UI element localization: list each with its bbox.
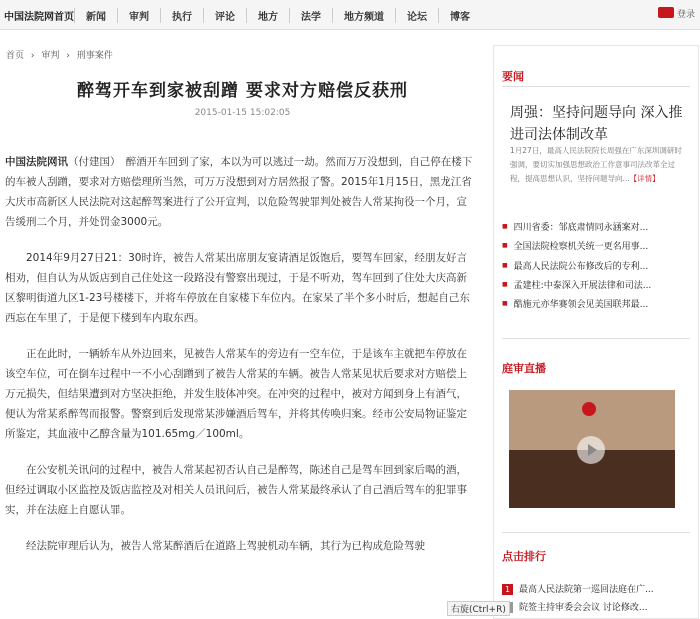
nav-local-channel[interactable]: 地方频道 <box>332 8 395 23</box>
login-icon[interactable] <box>658 7 674 18</box>
nav-law[interactable]: 法学 <box>289 8 332 23</box>
breadcrumb-sep: › <box>30 51 35 61</box>
paragraph-text: 醉酒开车回到了家，本以为可以逃过一劫。然而万万没想到，自己停在楼下的车被人刮蹭，要求对方赔偿理所当然，可万万没想到对方居然报了警。2015年1月15日，黑龙江省大庆市高新区人民法院对这起醉驾案进行了公开宣判，以危险驾驶罪判处被告人常某拘役一个月，宣告缓刑二个月，并处罚金3000元。 <box>5 156 473 228</box>
rotate-right-button[interactable]: 右旋(Ctrl+R) <box>447 601 510 616</box>
breadcrumb-criminal[interactable]: 刑事案件 <box>76 51 113 61</box>
article-paragraph: 正在此时，一辆轿车从外边回来，见被告人常某车的旁边有一空车位，于是该车主就把车停放在该空车位，可在倒车过程中一不小心刮蹭到了被告人常某的车辆。被告人常某见状后要求对方赔偿上万元损失，但结果遭到对方坚决拒绝，并发生肢体冲突。在冲突的过程中，被对方闻到身上有酒气，便认为常某系醉驾而报警。警察到后发现常某涉嫌酒后驾车，并将其传唤归案。经市公安局物证鉴定所鉴定，其血液中乙醇含量为101.65mg／100ml。 <box>5 348 467 440</box>
nav-forum[interactable]: 论坛 <box>395 8 438 23</box>
nav-execution[interactable]: 执行 <box>160 8 203 23</box>
article-paragraph <box>5 152 477 232</box>
rank-list <box>502 581 690 617</box>
nav-comment[interactable]: 评论 <box>203 8 246 23</box>
lead-summary <box>510 144 688 186</box>
live-trial-video[interactable] <box>509 390 675 508</box>
rank-number: 1 <box>502 584 513 595</box>
lead-headline[interactable]: 周强：坚持问题导向 深入推进司法体制改革 <box>510 105 683 143</box>
article-paragraph: 2014年9月27日21：30时许，被告人常某出席朋友宴请酒足饭饱后，要驾车回家，经朋友好言相劝，但自认为从饭店到自己住处这一段路没有警察出现过，于是不听劝，驾车回到了住处大庆高新区黎明街道九区1-23号楼楼下，并将车停放在自家楼下车位内。在家呆了半个多小时后，想起自己东西忘在车里了，于是便下楼到车内取东西。 <box>5 252 470 324</box>
news-list-item[interactable]: ■ 酷施元亦华赛领会见美国联邦最... <box>502 295 692 314</box>
article-source: 中国法院网讯 <box>5 156 68 168</box>
sidebar <box>493 45 699 619</box>
article-body <box>5 152 477 572</box>
breadcrumb-sep: › <box>66 51 70 61</box>
court-emblem-icon <box>582 402 596 416</box>
details-link[interactable]: 【详情】 <box>629 174 660 183</box>
breadcrumb-home[interactable]: 首页 <box>6 51 25 61</box>
news-list-item[interactable]: ■ 最高人民法院公布修改后的专利... <box>502 257 692 276</box>
article-author: （付建国） <box>68 156 116 168</box>
news-heading: 要闻 <box>502 70 524 83</box>
breadcrumb-trial[interactable]: 审判 <box>41 51 60 61</box>
live-trial-heading: 庭审直播 <box>502 362 546 375</box>
lead-summary-text: 1月27日，最高人民法院院长周强在广东深圳调研时强调，要切实加强思想政治工作意事司法改革全过程，提高思想认识，坚持问题导向... <box>510 146 682 183</box>
divider <box>502 532 690 533</box>
play-icon[interactable] <box>577 436 605 464</box>
rank-item[interactable] <box>502 581 690 599</box>
rank-text: 最高人民法院第一巡回法庭在广... <box>519 585 654 595</box>
nav-news[interactable]: 新闻 <box>74 8 117 23</box>
article-date: 2015-01-15 15:02:05 <box>194 108 291 118</box>
rank-item[interactable] <box>502 599 690 617</box>
article-title: 醉驾开车到家被刮蹭 要求对方赔偿反获刑 <box>77 81 408 101</box>
news-list-item[interactable]: ■ 孟建柱:中泰深入开展法律和司法... <box>502 276 692 295</box>
breadcrumb <box>6 48 117 61</box>
main-nav <box>74 8 481 23</box>
article-paragraph: 在公安机关讯问的过程中，被告人常某起初否认自己是醉驾，陈述自己是驾车回到家后喝的酒，但经过调取小区监控及饭店监控及对相关人员讯问后，被告人常某最终承认了自己酒后驾车的犯罪事实，并在法庭上自愿认罪。 <box>5 464 467 516</box>
site-home-link[interactable]: 中国法院网首页 <box>4 12 74 23</box>
rank-heading: 点击排行 <box>502 550 546 563</box>
nav-local[interactable]: 地方 <box>246 8 289 23</box>
news-list-item[interactable]: ■ 全国法院检察机关统一更名用事... <box>502 237 692 256</box>
rank-text: 院签主持审委会会议 讨论修改... <box>519 603 648 613</box>
nav-blog[interactable]: 博客 <box>438 8 481 23</box>
top-navigation-bar <box>0 0 700 30</box>
login-link[interactable]: 登录 <box>676 10 695 20</box>
news-list <box>502 218 692 314</box>
article-paragraph: 经法院审理后认为，被告人常某醉酒后在道路上驾驶机动车辆，其行为已构成危险驾驶 <box>26 540 425 552</box>
news-list-item[interactable]: ■ 四川省委：邹底肃情同永涵案对... <box>502 218 692 237</box>
nav-trial[interactable]: 审判 <box>117 8 160 23</box>
divider <box>502 338 690 339</box>
divider <box>502 86 690 87</box>
